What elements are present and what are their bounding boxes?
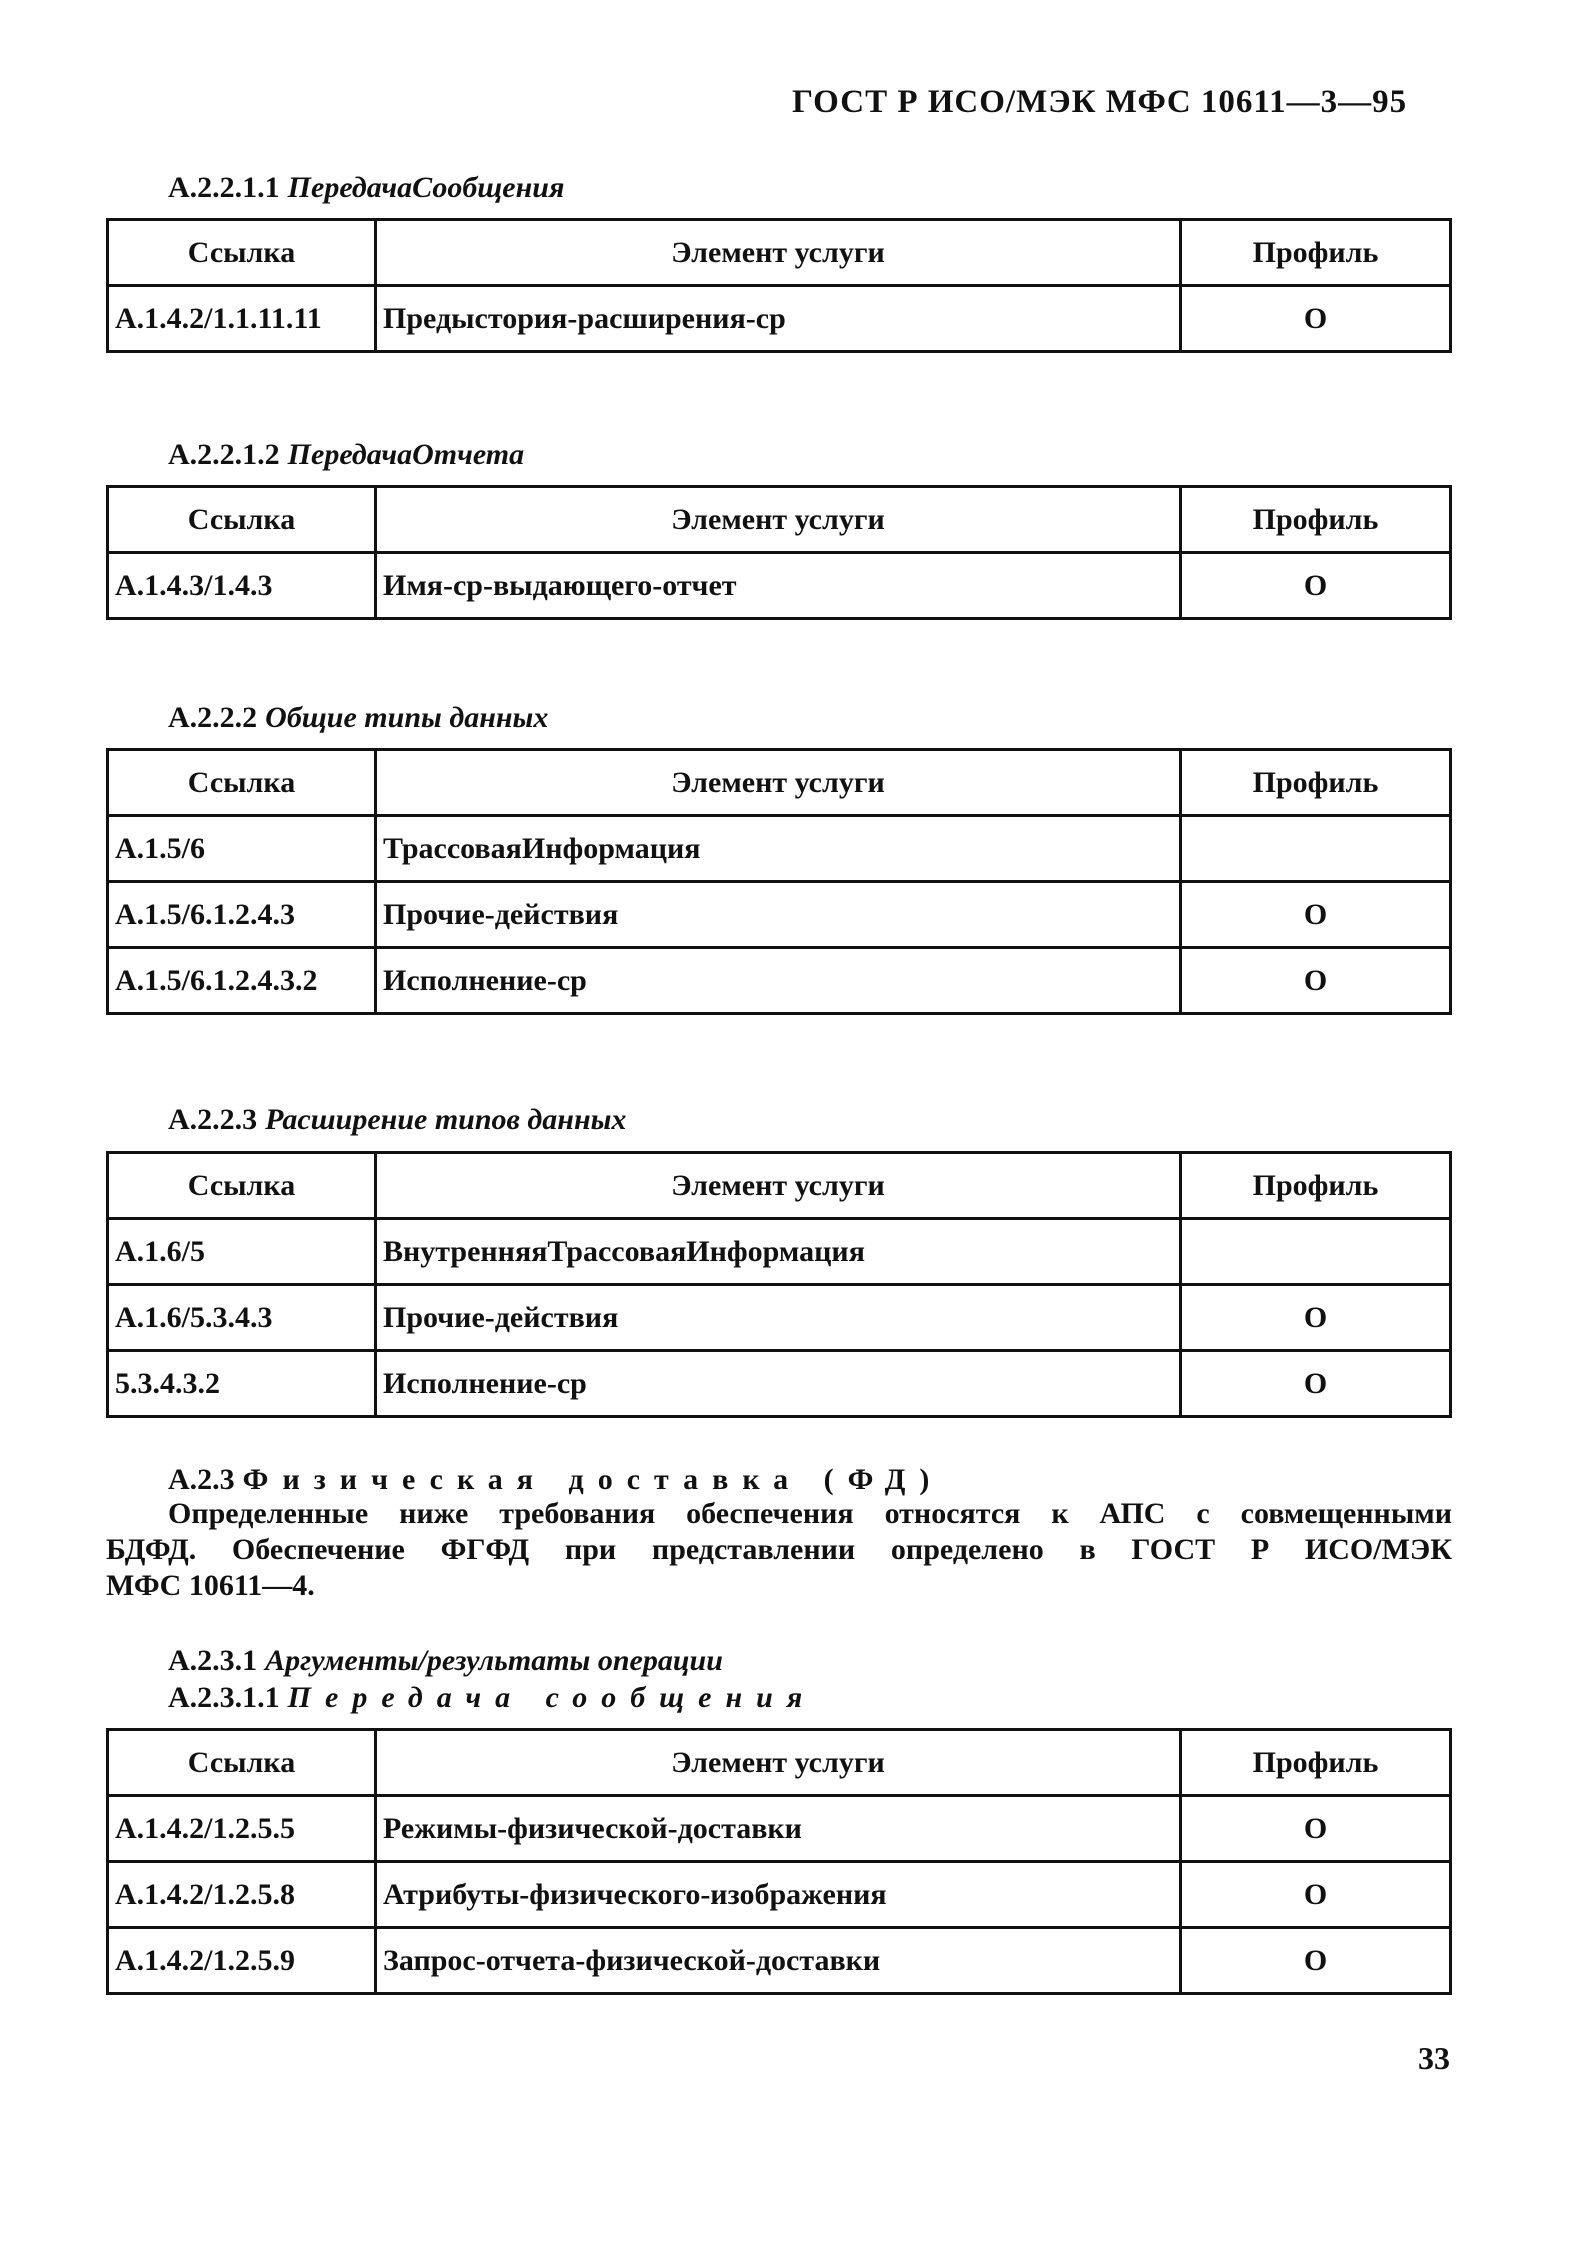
profile-cell: О <box>1181 1862 1451 1928</box>
section-number: А.2.3.1 <box>168 1644 258 1677</box>
column-header-element: Элемент услуги <box>376 750 1181 816</box>
profile-cell <box>1181 816 1451 882</box>
column-header-profile: Профиль <box>1181 1730 1451 1796</box>
column-header-profile: Профиль <box>1181 1153 1451 1219</box>
table-row <box>108 1219 1451 1285</box>
ref-cell: А.1.5/6 <box>108 816 376 882</box>
column-header-ref: Ссылка <box>108 1730 376 1796</box>
table-row <box>108 1351 1451 1417</box>
element-cell: Запрос-отчета-физической-доставки <box>376 1928 1181 1994</box>
page-number: 33 <box>1418 2040 1450 2076</box>
table-header-row <box>108 220 1451 286</box>
section-heading <box>168 1680 816 1716</box>
element-cell: ВнутренняяТрассоваяИнформация <box>376 1219 1181 1285</box>
column-header-element: Элемент услуги <box>376 487 1181 553</box>
ref-cell: А.1.4.2/1.1.11.11 <box>108 286 376 352</box>
table-row <box>108 286 1451 352</box>
service-table-5 <box>106 1728 1452 1995</box>
section-number: А.2.2.2 <box>168 701 258 734</box>
element-cell: Исполнение-ср <box>376 1351 1181 1417</box>
element-cell: ТрассоваяИнформация <box>376 816 1181 882</box>
table-header-row <box>108 1153 1451 1219</box>
ref-cell: 5.3.4.3.2 <box>108 1351 376 1417</box>
paragraph-line: БДФД. Обеспечение ФГФД при представлении определено в ГОСТ Р ИСО/МЭК <box>106 1533 1452 1566</box>
column-header-profile: Профиль <box>1181 487 1451 553</box>
table-row <box>108 1285 1451 1351</box>
profile-cell: О <box>1181 1285 1451 1351</box>
element-cell: Прочие-действия <box>376 1285 1181 1351</box>
ref-cell: А.1.5/6.1.2.4.3 <box>108 882 376 948</box>
body-paragraph <box>106 1496 1452 1604</box>
section-number: А.2.2.1.2 <box>168 438 280 471</box>
section-title: Общие типы данных <box>265 701 549 734</box>
table-row <box>108 948 1451 1014</box>
paragraph-line: МФС 10611—4. <box>106 1569 315 1602</box>
section-title: Физическая доставка (ФД) <box>242 1463 944 1496</box>
section-number: А.2.2.3 <box>168 1103 258 1136</box>
section-number: А.2.2.1.1 <box>168 171 280 204</box>
section-heading <box>168 1643 723 1679</box>
profile-cell <box>1181 1219 1451 1285</box>
section-title: ПередачаСообщения <box>287 171 565 204</box>
section-title: Передача сообщения <box>287 1681 817 1714</box>
document-header: ГОСТ Р ИСО/МЭК МФС 10611—3—95 <box>792 84 1408 120</box>
table-row <box>108 1928 1451 1994</box>
ref-cell: А.1.4.2/1.2.5.5 <box>108 1796 376 1862</box>
ref-cell: А.1.4.2/1.2.5.8 <box>108 1862 376 1928</box>
section-title: Расширение типов данных <box>265 1103 627 1136</box>
service-table-4 <box>106 1151 1452 1418</box>
element-cell: Атрибуты-физического-изображения <box>376 1862 1181 1928</box>
element-cell: Предыстория-расширения-ср <box>376 286 1181 352</box>
section-title: Аргументы/результаты операции <box>265 1644 723 1677</box>
profile-cell: О <box>1181 286 1451 352</box>
table-row <box>108 1796 1451 1862</box>
section-title: ПередачаОтчета <box>287 438 525 471</box>
section-heading <box>168 1462 943 1498</box>
profile-cell: О <box>1181 882 1451 948</box>
profile-cell: О <box>1181 948 1451 1014</box>
table-row <box>108 816 1451 882</box>
section-heading <box>168 170 564 206</box>
element-cell: Режимы-физической-доставки <box>376 1796 1181 1862</box>
ref-cell: А.1.4.2/1.2.5.9 <box>108 1928 376 1994</box>
service-table-1 <box>106 218 1452 353</box>
column-header-profile: Профиль <box>1181 220 1451 286</box>
ref-cell: А.1.5/6.1.2.4.3.2 <box>108 948 376 1014</box>
column-header-ref: Ссылка <box>108 487 376 553</box>
service-table-3 <box>106 748 1452 1015</box>
profile-cell: О <box>1181 553 1451 619</box>
column-header-element: Элемент услуги <box>376 220 1181 286</box>
profile-cell: О <box>1181 1351 1451 1417</box>
column-header-ref: Ссылка <box>108 750 376 816</box>
profile-cell: О <box>1181 1928 1451 1994</box>
table-header-row <box>108 1730 1451 1796</box>
column-header-profile: Профиль <box>1181 750 1451 816</box>
table-row <box>108 1862 1451 1928</box>
element-cell: Исполнение-ср <box>376 948 1181 1014</box>
column-header-element: Элемент услуги <box>376 1730 1181 1796</box>
ref-cell: А.1.6/5 <box>108 1219 376 1285</box>
element-cell: Имя-ср-выдающего-отчет <box>376 553 1181 619</box>
table-row <box>108 882 1451 948</box>
table-row <box>108 553 1451 619</box>
column-header-ref: Ссылка <box>108 1153 376 1219</box>
section-number: А.2.3.1.1 <box>168 1681 280 1714</box>
column-header-ref: Ссылка <box>108 220 376 286</box>
table-header-row <box>108 750 1451 816</box>
paragraph-line: Определенные ниже требования обеспечения относятся к АПС с совмещенными <box>168 1497 1452 1530</box>
element-cell: Прочие-действия <box>376 882 1181 948</box>
ref-cell: А.1.6/5.3.4.3 <box>108 1285 376 1351</box>
section-number: А.2.3 <box>168 1463 235 1496</box>
section-heading <box>168 437 524 473</box>
section-heading <box>168 1102 626 1138</box>
column-header-element: Элемент услуги <box>376 1153 1181 1219</box>
profile-cell: О <box>1181 1796 1451 1862</box>
ref-cell: А.1.4.3/1.4.3 <box>108 553 376 619</box>
service-table-2 <box>106 485 1452 620</box>
section-heading <box>168 700 548 736</box>
table-header-row <box>108 487 1451 553</box>
